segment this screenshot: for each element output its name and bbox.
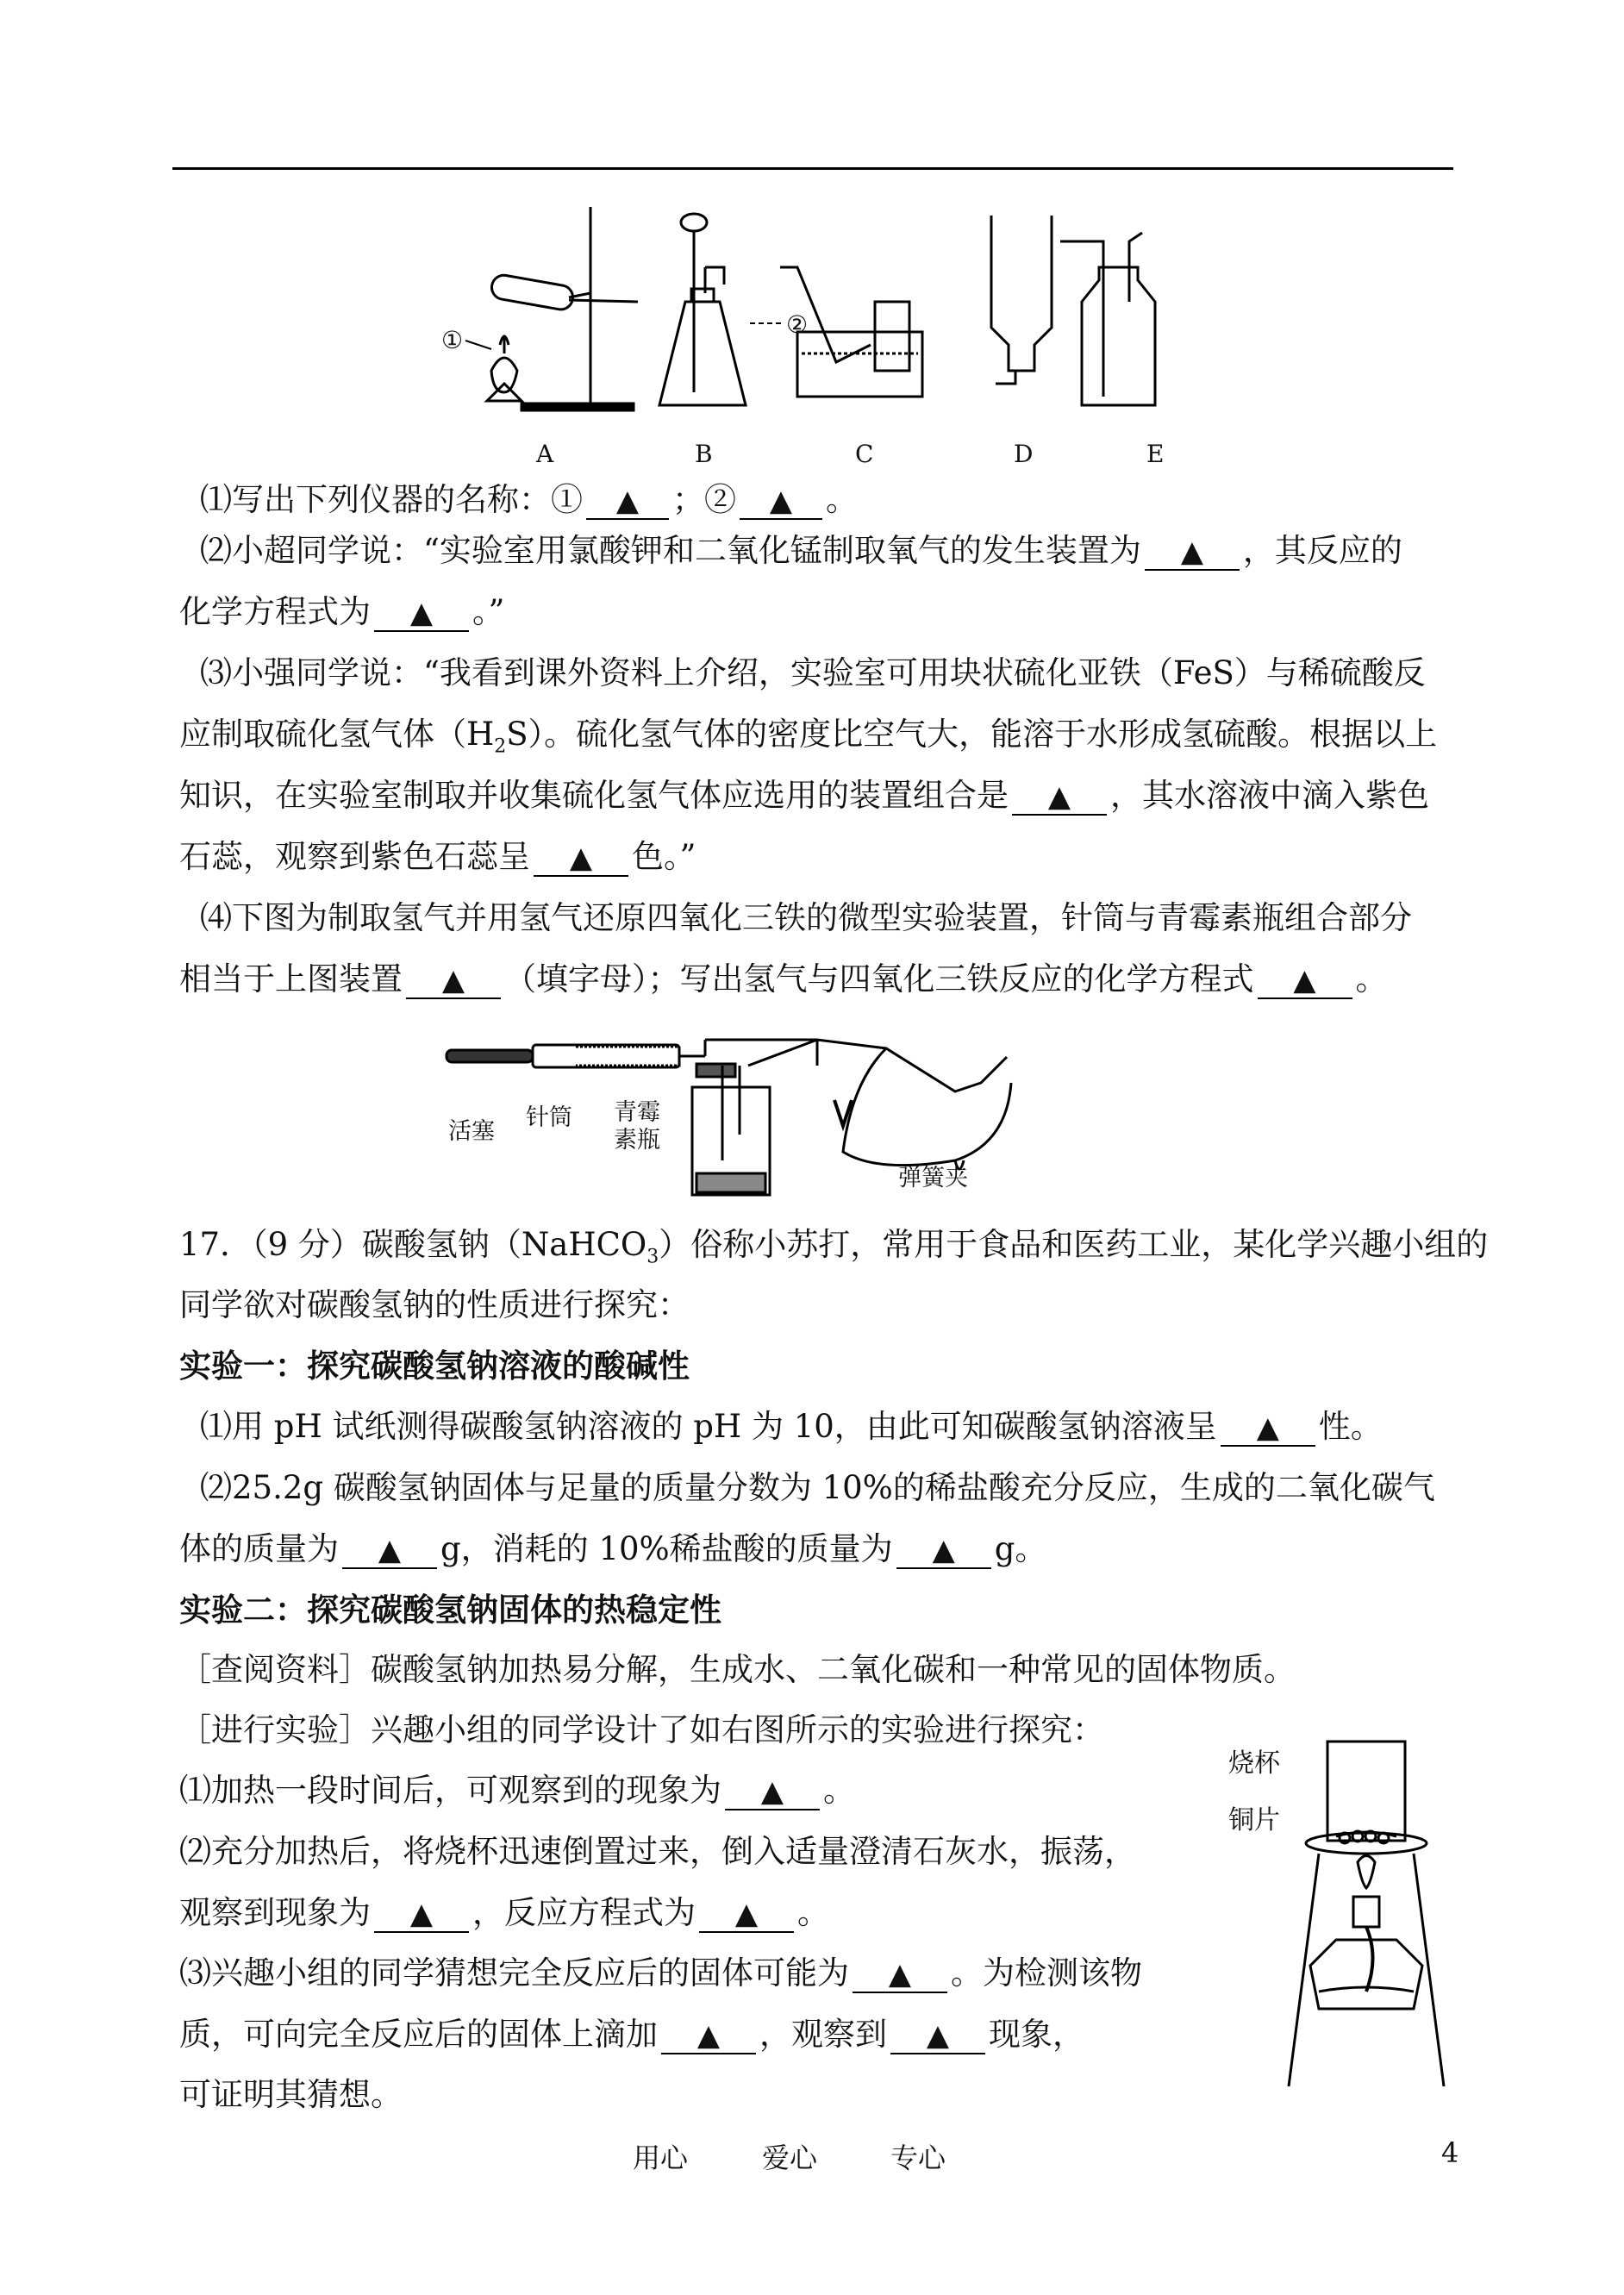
header-rule [172,167,1453,170]
answer-blank[interactable]: ▲ [586,483,669,520]
label-penicillin-1: 青霉 [614,1099,660,1126]
q17-intro-line1: 17．（9 分）碳酸氢钠（NaHCO$_3$）俗称小苏打，常用于食品和医药工业，某化学兴趣小组的 [179,1226,1489,1268]
q16-part3-line1: ⑶小强同学说：“我看到课外资料上介绍，实验室可用块状硫化亚铁（FeS）与稀硫酸反 [200,654,1426,691]
label-beaker: 烧杯 [1228,1748,1280,1779]
heating-setup-figure [1284,1733,1448,2095]
q16-part2-line2: 化学方程式为 ▲ 。” [179,593,505,630]
answer-blank[interactable]: ▲ [342,1532,437,1569]
answer-blank[interactable]: ▲ [534,840,628,877]
label-C: C [855,440,874,468]
q16-part3-line4: 石蕊，观察到紫色石蕊呈 ▲ 色。” [179,838,696,875]
label-penicillin-2: 素瓶 [614,1127,660,1154]
answer-blank[interactable]: ▲ [699,1896,794,1933]
reference-info: ［查阅资料］碳酸氢钠加热易分解，生成水、二氧化碳和一种常见的固体物质。 [179,1651,1296,1688]
exp2-part3-line2: 质，可向完全反应后的固体上滴加 ▲ ，观察到 ▲ 现象， [179,2016,1084,2053]
marker-2: ② [786,310,809,339]
answer-blank[interactable]: ▲ [1258,962,1352,999]
q16-part3-line3: 知识，在实验室制取并收集硫化氢气体应选用的装置组合是 ▲ ，其水溶液中滴入紫色 [179,777,1429,814]
label-copper-sheet: 铜片 [1228,1805,1280,1835]
footer-mid: 爱心 [762,2142,818,2174]
experiment2-title: 实验二：探究碳酸氢钠固体的热稳定性 [179,1591,721,1629]
q16-part1: ⑴写出下列仪器的名称：① ▲ ；② ▲ 。 [200,481,858,518]
footer-right: 专心 [890,2142,946,2174]
marker-1: ① [441,326,464,354]
q17-intro-line2: 同学欲对碳酸氢钠的性质进行探究： [179,1286,690,1323]
answer-blank[interactable]: ▲ [374,1896,469,1933]
label-A: A [536,440,554,468]
answer-blank[interactable]: ▲ [725,1773,820,1810]
exp2-part3-line1: ⑶兴趣小组的同学猜想完全反应后的固体可能为 ▲ 。为检测该物 [179,1954,1142,1992]
label-E: E [1146,440,1165,468]
answer-blank[interactable]: ▲ [890,2017,985,2054]
q16-part3-line2: 应制取硫化氢气体$(H_2S)$。硫化氢气体的密度比空气大，能溶于水形成氢硫酸。根据以上 [179,716,1438,758]
exp1-part2-line1: ⑵25.2g 碳酸氢钠固体与足量的质量分数为 10%的稀盐酸充分反应，生成的二氧化碳气 [200,1469,1435,1506]
label-syringe: 针筒 [526,1104,572,1131]
answer-blank[interactable]: ▲ [1012,779,1107,816]
procedure-info: ［进行实验］兴趣小组的同学设计了如右图所示的实验进行探究： [179,1711,1104,1748]
label-piston: 活塞 [448,1118,495,1145]
label-B: B [695,440,713,468]
answer-blank[interactable]: ▲ [374,595,469,632]
exp2-part3-line3: 可证明其猜想。 [179,2076,403,2113]
answer-blank[interactable]: ▲ [406,962,501,999]
exp2-part1: ⑴加热一段时间后，可观察到的现象为 ▲ 。 [179,1772,855,1809]
apparatus-figure-ae [440,198,1181,474]
label-spring-clip: 弹簧夹 [898,1165,968,1191]
answer-blank[interactable]: ▲ [1145,534,1240,571]
page-number: 4 [1441,2136,1459,2169]
q16-part4-line1: ⑷下图为制取氢气并用氢气还原四氧化三铁的微型实验装置，针筒与青霉素瓶组合部分 [200,899,1412,936]
answer-blank[interactable]: ▲ [853,1956,947,1993]
exp2-part2-line1: ⑵充分加热后，将烧杯迅速倒置过来，倒入适量澄清石灰水，振荡， [179,1833,1136,1870]
answer-blank[interactable]: ▲ [661,2017,756,2054]
answer-blank[interactable]: ▲ [740,483,822,520]
q16-part2-line1: ⑵小超同学说：“实验室用氯酸钾和二氧化锰制取氧气的发生装置为 ▲ ，其反应的 [200,532,1402,569]
q16-part4-line2: 相当于上图装置 ▲ （填字母）；写出氢气与四氧化三铁反应的化学方程式 ▲ 。 [179,960,1388,997]
answer-blank[interactable]: ▲ [896,1532,991,1569]
experiment1-title: 实验一：探究碳酸氢钠溶液的酸碱性 [179,1347,690,1385]
exp2-part2-line2: 观察到现象为 ▲ ，反应方程式为 ▲ 。 [179,1894,829,1931]
label-D: D [1014,440,1034,468]
footer-left: 用心 [633,2142,689,2174]
exp1-part1: ⑴用 pH 试纸测得碳酸氢钠溶液的 pH 为 10，由此可知碳酸氢钠溶液呈 ▲ 性。 [200,1408,1383,1445]
answer-blank[interactable]: ▲ [1221,1410,1315,1447]
exp1-part2-line2: 体的质量为 ▲ g，消耗的 10%稀盐酸的质量为 ▲ g。 [179,1530,1047,1567]
